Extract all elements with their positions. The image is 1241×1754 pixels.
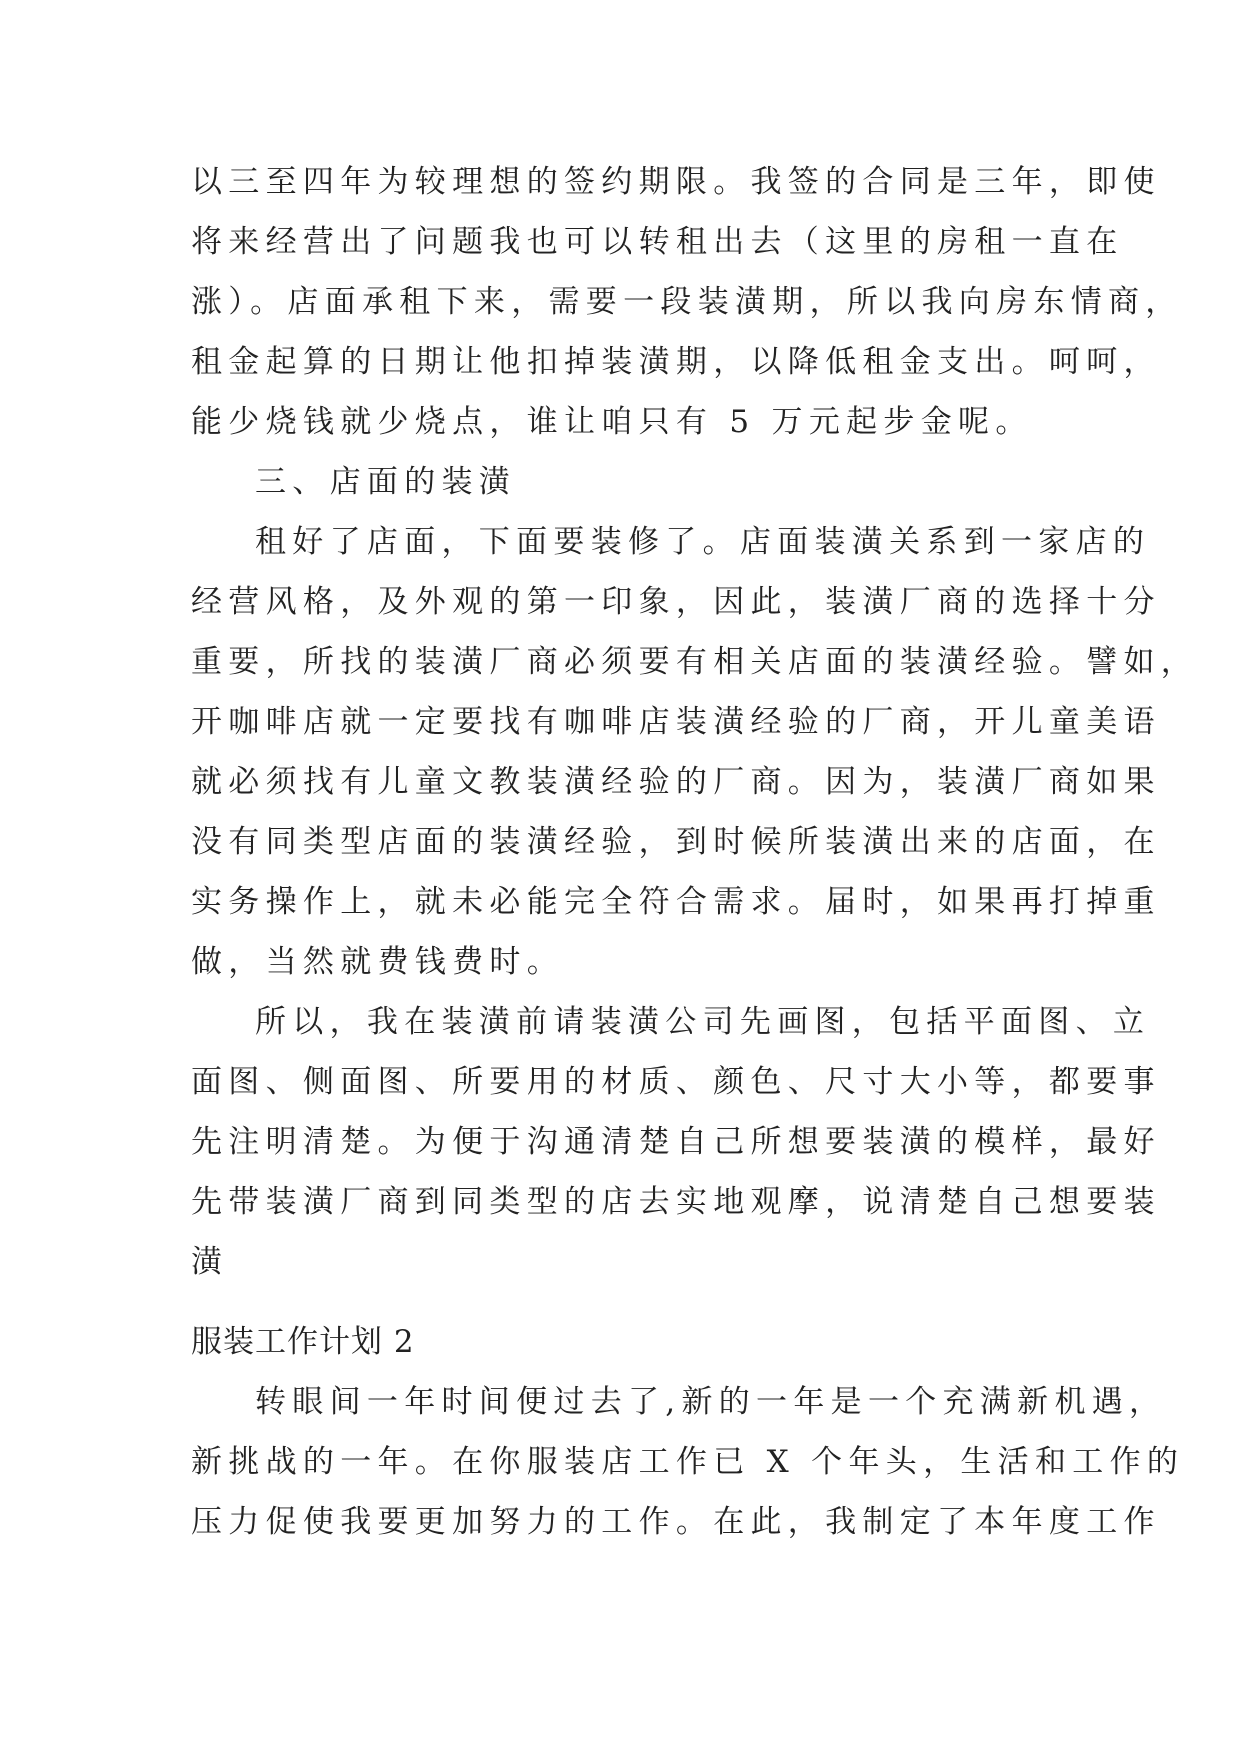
body-line: 做，当然就费钱费时。 [191, 944, 564, 980]
paragraph-start-line: 所以，我在装潢前请装潢公司先画图，包括平面图、立 [255, 1004, 1151, 1040]
body-line: 先带装潢厂商到同类型的店去实地观摩，说清楚自己想要装 [191, 1184, 1161, 1220]
body-line: 将来经营出了问题我也可以转租出去（这里的房租一直在 [191, 224, 1124, 260]
body-line: 压力促使我要更加努力的工作。在此，我制定了本年度工作 [191, 1504, 1161, 1540]
body-line: 先注明清楚。为便于沟通清楚自己所想要装潢的模样，最好 [191, 1124, 1161, 1160]
body-line: 租金起算的日期让他扣掉装潢期，以降低租金支出。呵呵， [191, 344, 1161, 380]
body-line: 实务操作上，就未必能完全符合需求。届时，如果再打掉重 [191, 884, 1161, 920]
section-title: 服装工作计划 2 [191, 1324, 415, 1360]
body-line: 就必须找有儿童文教装潢经验的厂商。因为，装潢厂商如果 [191, 764, 1161, 800]
body-line: 经营风格，及外观的第一印象，因此，装潢厂商的选择十分 [191, 584, 1161, 620]
paragraph-start-line: 租好了店面，下面要装修了。店面装潢关系到一家店的 [255, 524, 1151, 560]
paragraph-start-line: 转眼间一年时间便过去了,新的一年是一个充满新机遇， [255, 1384, 1167, 1420]
body-line: 面图、侧面图、所要用的材质、颜色、尺寸大小等，都要事 [191, 1064, 1161, 1100]
document-section-plan-2 [191, 1312, 1185, 1552]
body-line: 开咖啡店就一定要找有咖啡店装潢经验的厂商，开儿童美语 [191, 704, 1161, 740]
body-line: 能少烧钱就少烧点，谁让咱只有 5 万元起步金呢。 [191, 404, 1033, 440]
document-section-continued [191, 152, 1199, 1292]
body-line: 涨）。店面承租下来，需要一段装潢期，所以我向房东情商， [191, 284, 1183, 320]
section-heading: 三、店面的装潢 [255, 464, 517, 500]
body-line: 新挑战的一年。在你服装店工作已 X 个年头，生活和工作的 [191, 1444, 1185, 1480]
body-line: 重要，所找的装潢厂商必须要有相关店面的装潢经验。譬如， [191, 644, 1199, 680]
body-line: 没有同类型店面的装潢经验，到时候所装潢出来的店面，在 [191, 824, 1161, 860]
body-line: 潢 [191, 1244, 229, 1280]
body-line: 以三至四年为较理想的签约期限。我签的合同是三年，即使 [191, 164, 1161, 200]
